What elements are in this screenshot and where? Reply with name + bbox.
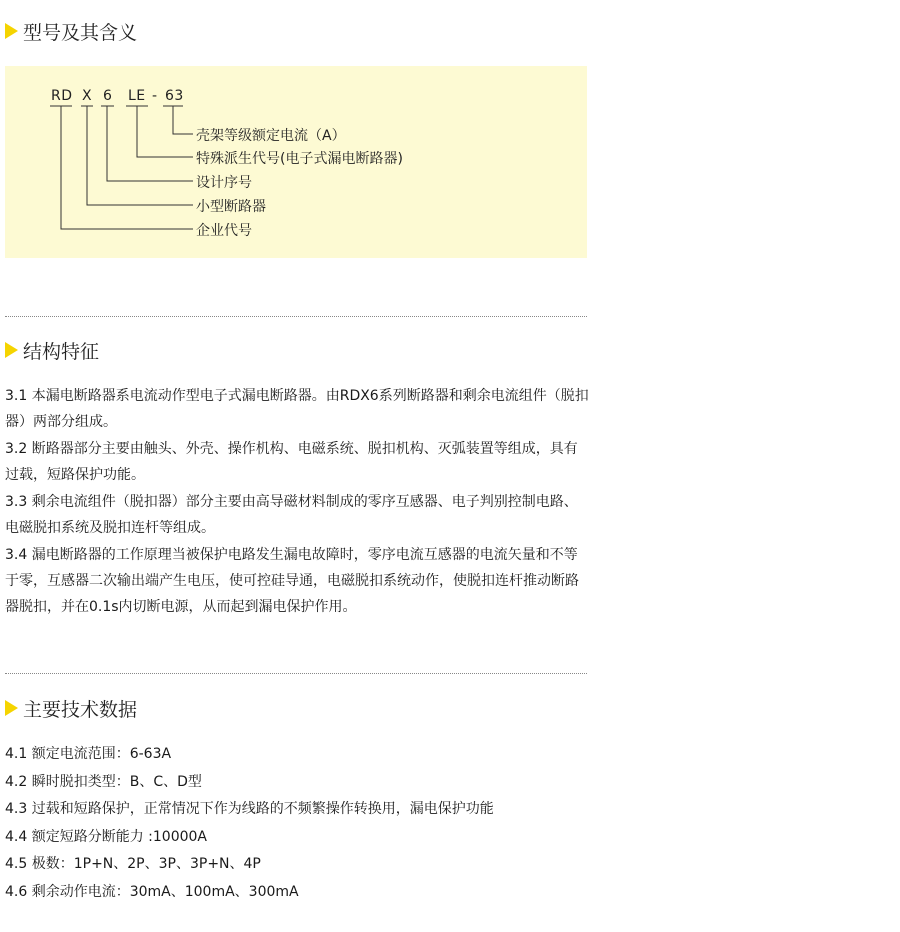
code-part-rd: RD bbox=[51, 88, 73, 104]
section-divider bbox=[5, 673, 587, 674]
spec-item: 4.5 极数：1P+N、2P、3P、3P+N、4P bbox=[5, 856, 261, 872]
code-part-63: 63 bbox=[165, 88, 184, 104]
spec-item: 4.2 瞬时脱扣类型：B、C、D型 bbox=[5, 773, 202, 790]
model-code-connector-lines bbox=[0, 0, 900, 270]
spec-item: 4.3 过载和短路保护，正常情况下作为线路的不频繁操作转换用，漏电保护功能 bbox=[5, 801, 494, 817]
structure-paragraph: 3.3 剩余电流组件（脱扣器）部分主要由高导磁材料制成的零序互感器、电子判别控制电路、电磁脱扣系统及脱扣连杆等组成。 bbox=[5, 494, 578, 536]
legend-miniature-breaker: 小型断路器 bbox=[196, 199, 266, 215]
structure-paragraph: 3.1 本漏电断路器系电流动作型电子式漏电断路器。由RDX6系列断路器和剩余电流组件（脱扣器）两部分组成。 bbox=[5, 388, 589, 430]
section-title-text: 结构特征 bbox=[23, 340, 100, 363]
section-title-text: 型号及其含义 bbox=[23, 21, 138, 44]
section-title-specs bbox=[5, 695, 137, 721]
legend-frame-current: 壳架等级额定电流（A） bbox=[196, 128, 346, 144]
legend-design-number: 设计序号 bbox=[196, 175, 252, 191]
code-part-6: 6 bbox=[103, 88, 113, 104]
triangle-bullet-icon bbox=[5, 700, 18, 716]
legend-derivative-code: 特殊派生代号(电子式漏电断路器) bbox=[196, 151, 403, 167]
legend-company-code: 企业代号 bbox=[196, 223, 252, 239]
section-title-text: 主要技术数据 bbox=[23, 698, 138, 721]
spec-item: 4.1 额定电流范围：6-63A bbox=[5, 746, 172, 762]
code-part-x: X bbox=[82, 88, 93, 104]
structure-paragraph: 3.4 漏电断路器的工作原理当被保护电路发生漏电故障时，零序电流互感器的电流矢量和不等于零，互感器二次输出端产生电压，使可控硅导通，电磁脱扣系统动作，使脱扣连杆推动断路器脱扣，并在0.1s内切断电源，从而起到漏电保护作用。 bbox=[5, 547, 579, 615]
spec-item: 4.6 剩余动作电流：30mA、100mA、300mA bbox=[5, 883, 299, 900]
triangle-bullet-icon bbox=[5, 342, 18, 358]
section-divider bbox=[5, 316, 587, 317]
structure-paragraph: 3.2 断路器部分主要由触头、外壳、操作机构、电磁系统、脱扣机构、灭弧装置等组成，具有过载，短路保护功能。 bbox=[5, 441, 578, 483]
code-part-dash: - bbox=[152, 88, 158, 104]
code-part-le: LE bbox=[128, 88, 146, 104]
section-title-structure bbox=[5, 337, 99, 363]
spec-item: 4.4 额定短路分断能力 :10000A bbox=[5, 828, 207, 845]
